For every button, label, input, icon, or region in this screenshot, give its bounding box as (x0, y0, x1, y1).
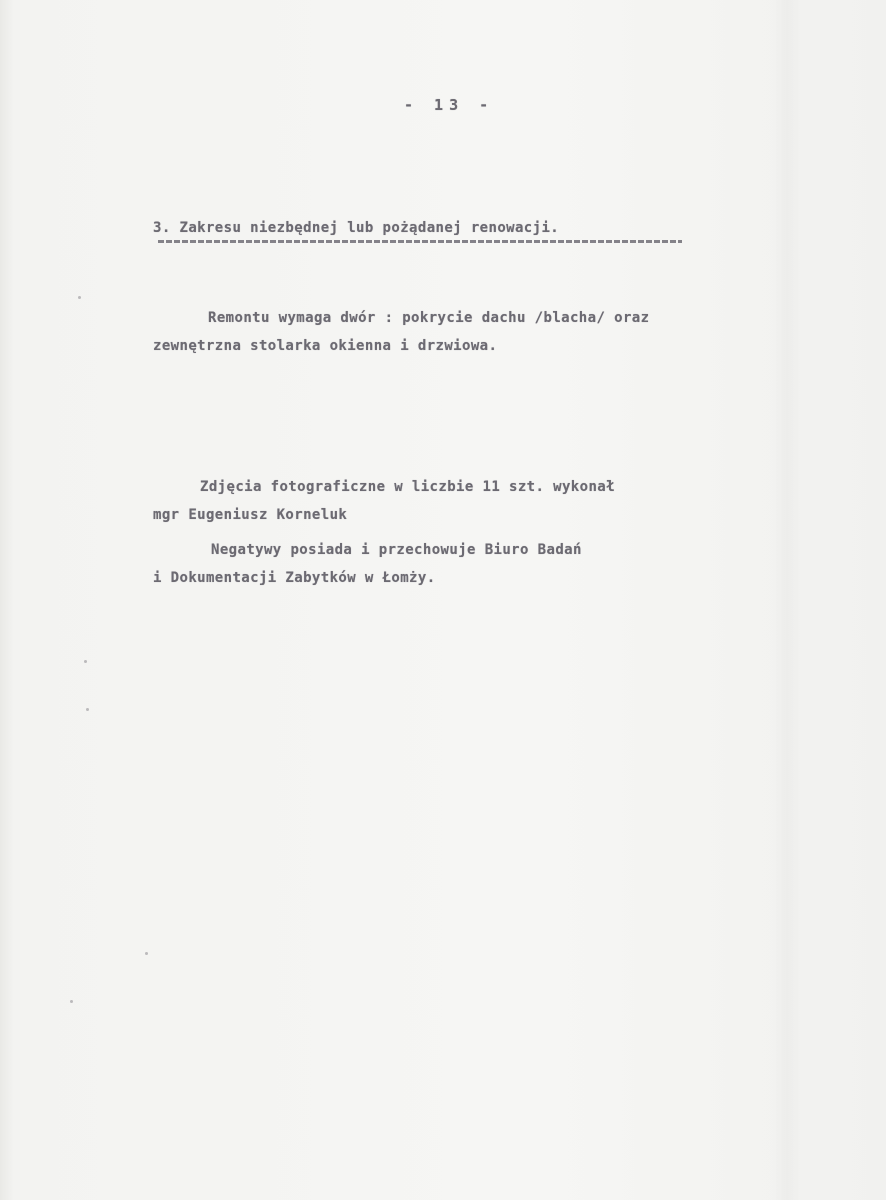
paper-speck (78, 296, 81, 299)
paper-fold-shadow (772, 0, 802, 1200)
paragraph-negatives-line-1: Negatywy posiada i przechowuje Biuro Badań (211, 542, 582, 558)
paper-speck (145, 952, 148, 955)
page-number: - 13 - (404, 96, 495, 114)
paper-speck (70, 1000, 73, 1003)
paragraph-renovation-line-1: Remontu wymaga dwór : pokrycie dachu /blacha/ oraz (208, 310, 650, 326)
paragraph-renovation-line-2: zewnętrzna stolarka okienna i drzwiowa. (153, 338, 498, 354)
paragraph-negatives-line-2: i Dokumentacji Zabytków w Łomży. (153, 570, 436, 586)
paper-speck (86, 708, 89, 711)
paragraph-photos-line-1: Zdjęcia fotograficzne w liczbie 11 szt. wykonał (200, 479, 615, 495)
paragraph-photos-line-2: mgr Eugeniusz Korneluk (153, 507, 348, 523)
heading-underline (158, 240, 682, 243)
paper-speck (84, 660, 87, 663)
section-heading: 3. Zakresu niezbędnej lub pożądanej renowacji. (153, 220, 560, 236)
